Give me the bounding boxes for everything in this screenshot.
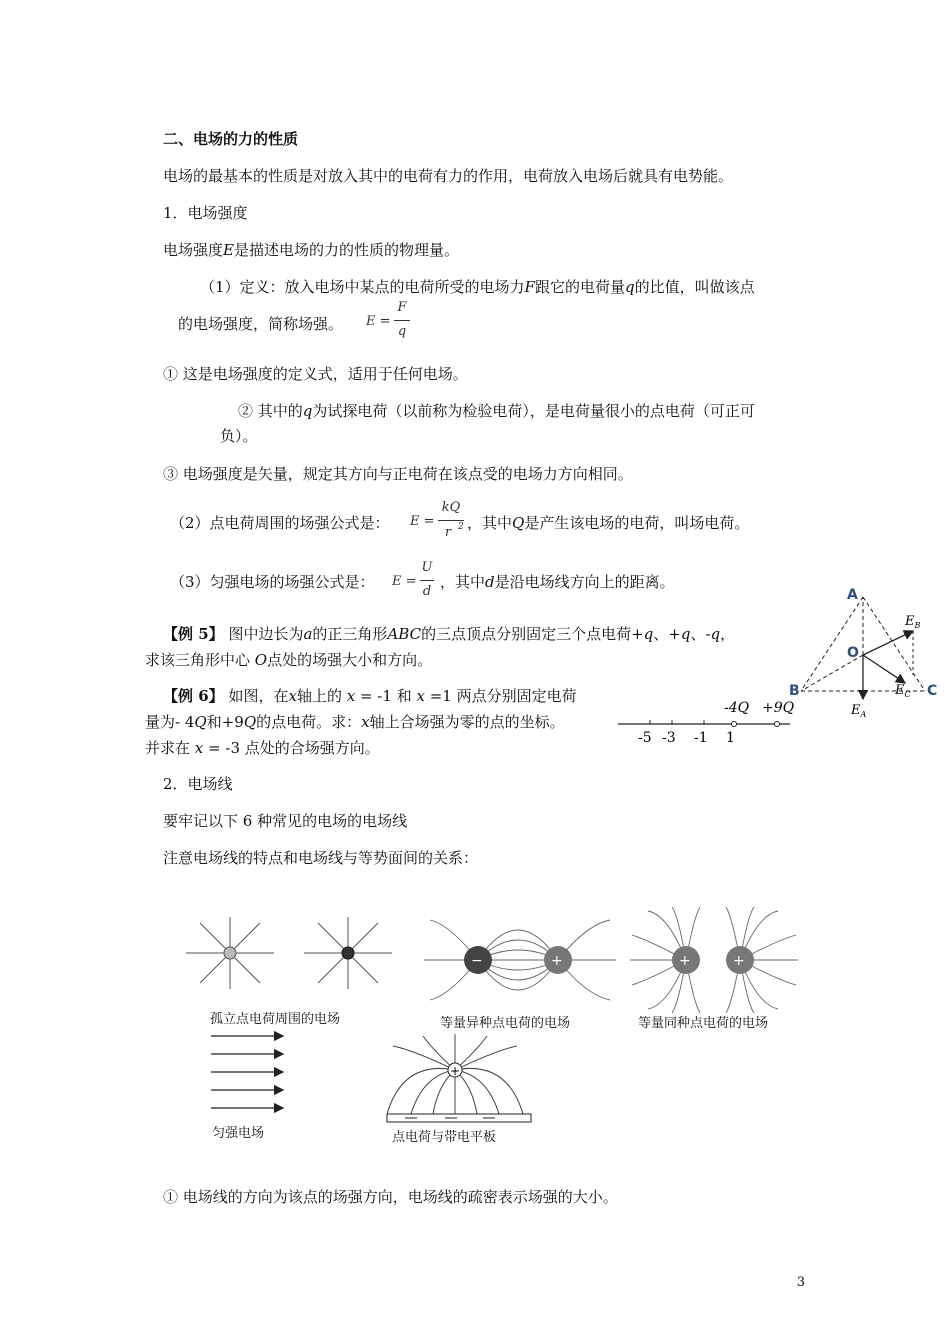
label-ea: $E_A$: [851, 703, 867, 719]
axis-tick-label: -5: [638, 730, 652, 746]
field-lines-line-2: 注意电场线的特点和电场线与等势面间的关系：: [163, 849, 479, 867]
uniform-field-line-end: ，其中d是沿电场线方向上的距离。: [440, 573, 675, 591]
center-label-o: O: [847, 645, 859, 661]
caption-uniform: 匀强电场: [212, 1126, 265, 1141]
vertex-label-c: C: [927, 683, 938, 699]
point-charge-line: （2）点电荷周围的场强公式是：: [170, 514, 390, 532]
opposite-charges-figure: [420, 905, 620, 1015]
note-2-line-2: 负）。: [220, 427, 258, 445]
caption-plate: 点电荷与带电平板: [392, 1130, 497, 1145]
field-lines-line-1: 要牢记以下 6 种常见的电场的电场线: [163, 812, 408, 830]
intro-paragraph: 电场的最基本的性质是对放入其中的电荷有力的作用，电荷放入电场后就具有电势能。: [163, 167, 734, 185]
definition-line-2: 的电场强度，简称场强。: [178, 315, 344, 333]
charge-right-dot: [775, 722, 780, 727]
caption-opposite: 等量异种点电荷的电场: [440, 1016, 571, 1031]
isolated-positive-charge-figure: [180, 915, 280, 995]
axis-tick-label: -1: [694, 730, 708, 746]
example-6-line-3: 并求在 x = -3 点处的合场强方向。: [145, 739, 380, 757]
example-6-line-1: 【例 6】 如图，在x轴上的 x = -1 和 x =1 两点分别固定电荷: [163, 687, 577, 705]
label-ec: $E_C$: [895, 683, 911, 699]
section-heading: 二、电场的力的性质: [163, 130, 299, 148]
formula-point-charge: E = kQ r 2: [410, 500, 464, 540]
charge-left-dot: [732, 722, 737, 727]
example-5-line-1: 【例 5】 图中边长为a的正三角形ABC的三点顶点分别固定三个点电荷+q、+q、-q，: [163, 625, 736, 643]
uniform-field-line: （3）匀强电场的场强公式是：: [170, 573, 375, 591]
axis-charge-right: +9Q: [762, 700, 795, 716]
axis-charge-left: -4Q: [724, 700, 750, 716]
example-6-line-2: 量为- 4Q和+9Q的点电荷。求：x轴上合场强为零的点的坐标。: [145, 713, 565, 731]
svg-text:−: −: [471, 953, 483, 969]
field-strength-intro: 电场强度E是描述电场的力的性质的物理量。: [163, 241, 459, 259]
example-5-line-2: 求该三角形中心 O点处的场强大小和方向。: [145, 651, 433, 669]
caption-same: 等量同种点电荷的电场: [638, 1016, 769, 1031]
vertex-label-a: A: [847, 587, 858, 603]
x-axis-figure: [612, 690, 802, 750]
axis-tick-label: 1: [726, 730, 735, 746]
formula-definition: E = F q: [366, 300, 416, 348]
page-number: 3: [796, 1275, 805, 1290]
same-charges-figure: [628, 905, 800, 1015]
triangle-figure: [785, 583, 945, 723]
note-2-line-1: ② 其中的q为试探电荷（以前称为检验电荷），是电荷量很小的点电荷（可正可: [238, 402, 755, 420]
axis-tick-label: -3: [662, 730, 676, 746]
isolated-negative-charge-figure: [298, 915, 398, 995]
caption-isolated: 孤立点电荷周围的电场: [210, 1012, 341, 1027]
svg-text:+: +: [679, 953, 691, 969]
uniform-field-figure: [205, 1028, 295, 1116]
svg-text:+: +: [733, 953, 745, 969]
point-charge-line-end: ，其中Q是产生该电场的电荷，叫场电荷。: [467, 514, 750, 532]
point-charge-plate-figure: [383, 1030, 533, 1128]
final-note: ① 电场线的方向为该点的场强方向，电场线的疏密表示场强的大小。: [163, 1188, 618, 1206]
vertex-label-b: B: [789, 683, 800, 699]
subsection-title-field-lines: 2．电场线: [163, 775, 233, 793]
label-eb: $E_B$: [905, 614, 921, 630]
svg-text:+: +: [450, 1064, 461, 1078]
note-1: ① 这是电场强度的定义式，适用于任何电场。: [163, 365, 468, 383]
note-3: ③ 电场强度是矢量，规定其方向与正电荷在该点受的电场力方向相同。: [163, 465, 633, 483]
formula-uniform-field: E = U d: [392, 560, 433, 599]
vector-ec: [863, 655, 905, 683]
subsection-title-field-strength: 1．电场强度: [163, 204, 248, 222]
definition-line-1: （1）定义：放入电场中某点的电荷所受的电场力F跟它的电荷量q的比值，叫做该点: [200, 278, 755, 296]
svg-text:+: +: [551, 953, 563, 969]
